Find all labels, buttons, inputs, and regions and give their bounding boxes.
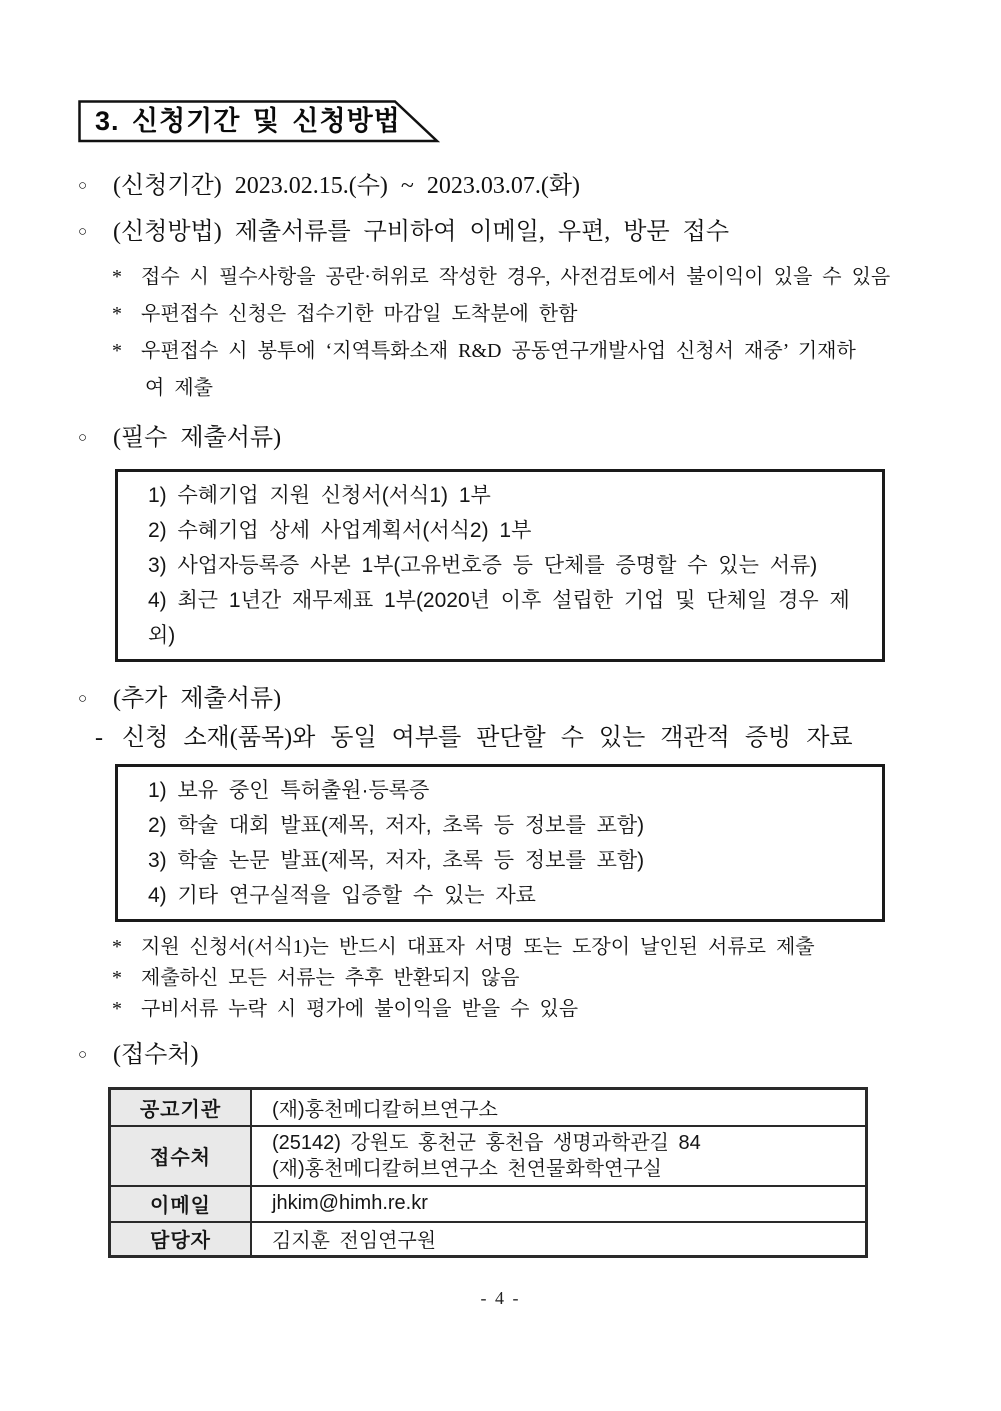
note-envelope-label-continuation [145,373,943,403]
row-label: 담당자 [110,1222,252,1257]
additional-docs-box [115,764,885,922]
dash-marker: - [95,725,103,751]
row-label: 공고기관 [110,1089,252,1126]
asterisk-marker: * [112,340,122,362]
address-line-1: (25142) 강원도 홍천군 홍천읍 생명과학관길 84 [272,1131,701,1154]
circle-bullet: ○ [78,178,88,194]
additional-doc-item: 4) 기타 연구실적을 입증할 수 있는 자료 [148,884,536,907]
row-label: 이메일 [110,1186,252,1222]
asterisk-marker: * [112,967,122,989]
additional-docs-text: (추가 제출서류) [113,686,282,712]
subtitle-text: 신청 소재(품목)와 동일 여부를 판단할 수 있는 객관적 증빙 자료 [122,725,853,751]
note-signature-required [112,932,943,962]
row-label: 접수처 [110,1126,252,1186]
required-doc-item: 2) 수혜기업 상세 사업계획서(서식2) 1부 [148,519,532,542]
table-row-manager [110,1222,867,1257]
table-row-email [110,1186,867,1222]
additional-doc-item: 1) 보유 중인 특허출원·등록증 [148,779,430,802]
bullet-additional-docs [78,682,943,716]
asterisk-marker: * [112,998,122,1020]
note-blank-false-entry [112,262,943,292]
circle-bullet: ○ [78,691,88,707]
table-row-organization [110,1089,867,1126]
page-number: - 4 - [480,1288,521,1308]
application-method-text: (신청방법) 제출서류를 구비하여 이메일, 우편, 방문 접수 [113,219,730,245]
additional-doc-item: 3) 학술 논문 발표(제목, 저자, 초록 등 정보를 포함) [148,849,645,872]
row-value-email: jhkim@himh.re.kr [251,1186,867,1222]
required-docs-box [115,469,885,662]
method-notes [112,262,943,403]
circle-bullet: ○ [78,430,88,446]
note-text: 우편접수 시 봉투에 ‘지역특화소재 R&D 공동연구개발사업 신청서 재중’ 기재하 [141,340,856,362]
note-mail-deadline [112,299,943,329]
required-docs-text: (필수 제출서류) [113,425,282,451]
additional-notes [112,932,943,1024]
additional-doc-item: 2) 학술 대회 발표(제목, 저자, 초록 등 정보를 포함) [148,814,645,837]
note-text: 접수 시 필수사항을 공란·허위로 작성한 경우, 사전검토에서 불이익이 있을 수 있음 [141,266,891,288]
bullet-required-docs [78,421,943,455]
note-envelope-label [112,336,943,366]
contact-text: (접수처) [113,1042,199,1068]
asterisk-marker: * [112,303,122,325]
bullet-application-method [78,215,943,249]
note-text: 구비서류 누락 시 평가에 불이익을 받을 수 있음 [141,998,579,1020]
note-missing-docs-penalty [112,994,943,1024]
required-doc-item: 1) 수혜기업 지원 신청서(서식1) 1부 [148,484,491,507]
note-text: 제출하신 모든 서류는 추후 반환되지 않음 [141,967,520,989]
row-value: 김지훈 전임연구원 [251,1222,867,1257]
table-row-address [110,1126,867,1186]
asterisk-marker: * [112,266,122,288]
address-line-2: (재)홍천메디칼허브연구소 천연물화학연구실 [272,1157,662,1180]
note-text: 여 제출 [145,377,213,399]
asterisk-marker: * [112,936,122,958]
bullet-application-period [78,169,943,203]
circle-bullet: ○ [78,1047,88,1063]
section-title-banner [78,100,440,143]
note-text: 지원 신청서(서식1)는 반드시 대표자 서명 또는 도장이 날인된 서류로 제출 [141,936,815,958]
note-no-return [112,963,943,993]
section-title: 3. 신청기간 및 신청방법 [95,106,401,136]
additional-docs-subtitle [95,720,943,756]
note-text: 우편접수 신청은 접수기한 마감일 도착분에 한함 [141,303,578,325]
required-doc-item: 4) 최근 1년간 재무제표 1부(2020년 이후 설립한 기업 및 단체일 경우 제외) [148,589,850,647]
row-value [251,1126,867,1186]
row-value: (재)홍천메디칼허브연구소 [251,1089,867,1126]
circle-bullet: ○ [78,224,88,240]
required-doc-item: 3) 사업자등록증 사본 1부(고유번호증 등 단체를 증명할 수 있는 서류) [148,554,818,577]
bullet-contact [78,1038,943,1072]
application-period-text: (신청기간) 2023.02.15.(수) ~ 2023.03.07.(화) [113,173,581,199]
contact-table [108,1087,868,1258]
